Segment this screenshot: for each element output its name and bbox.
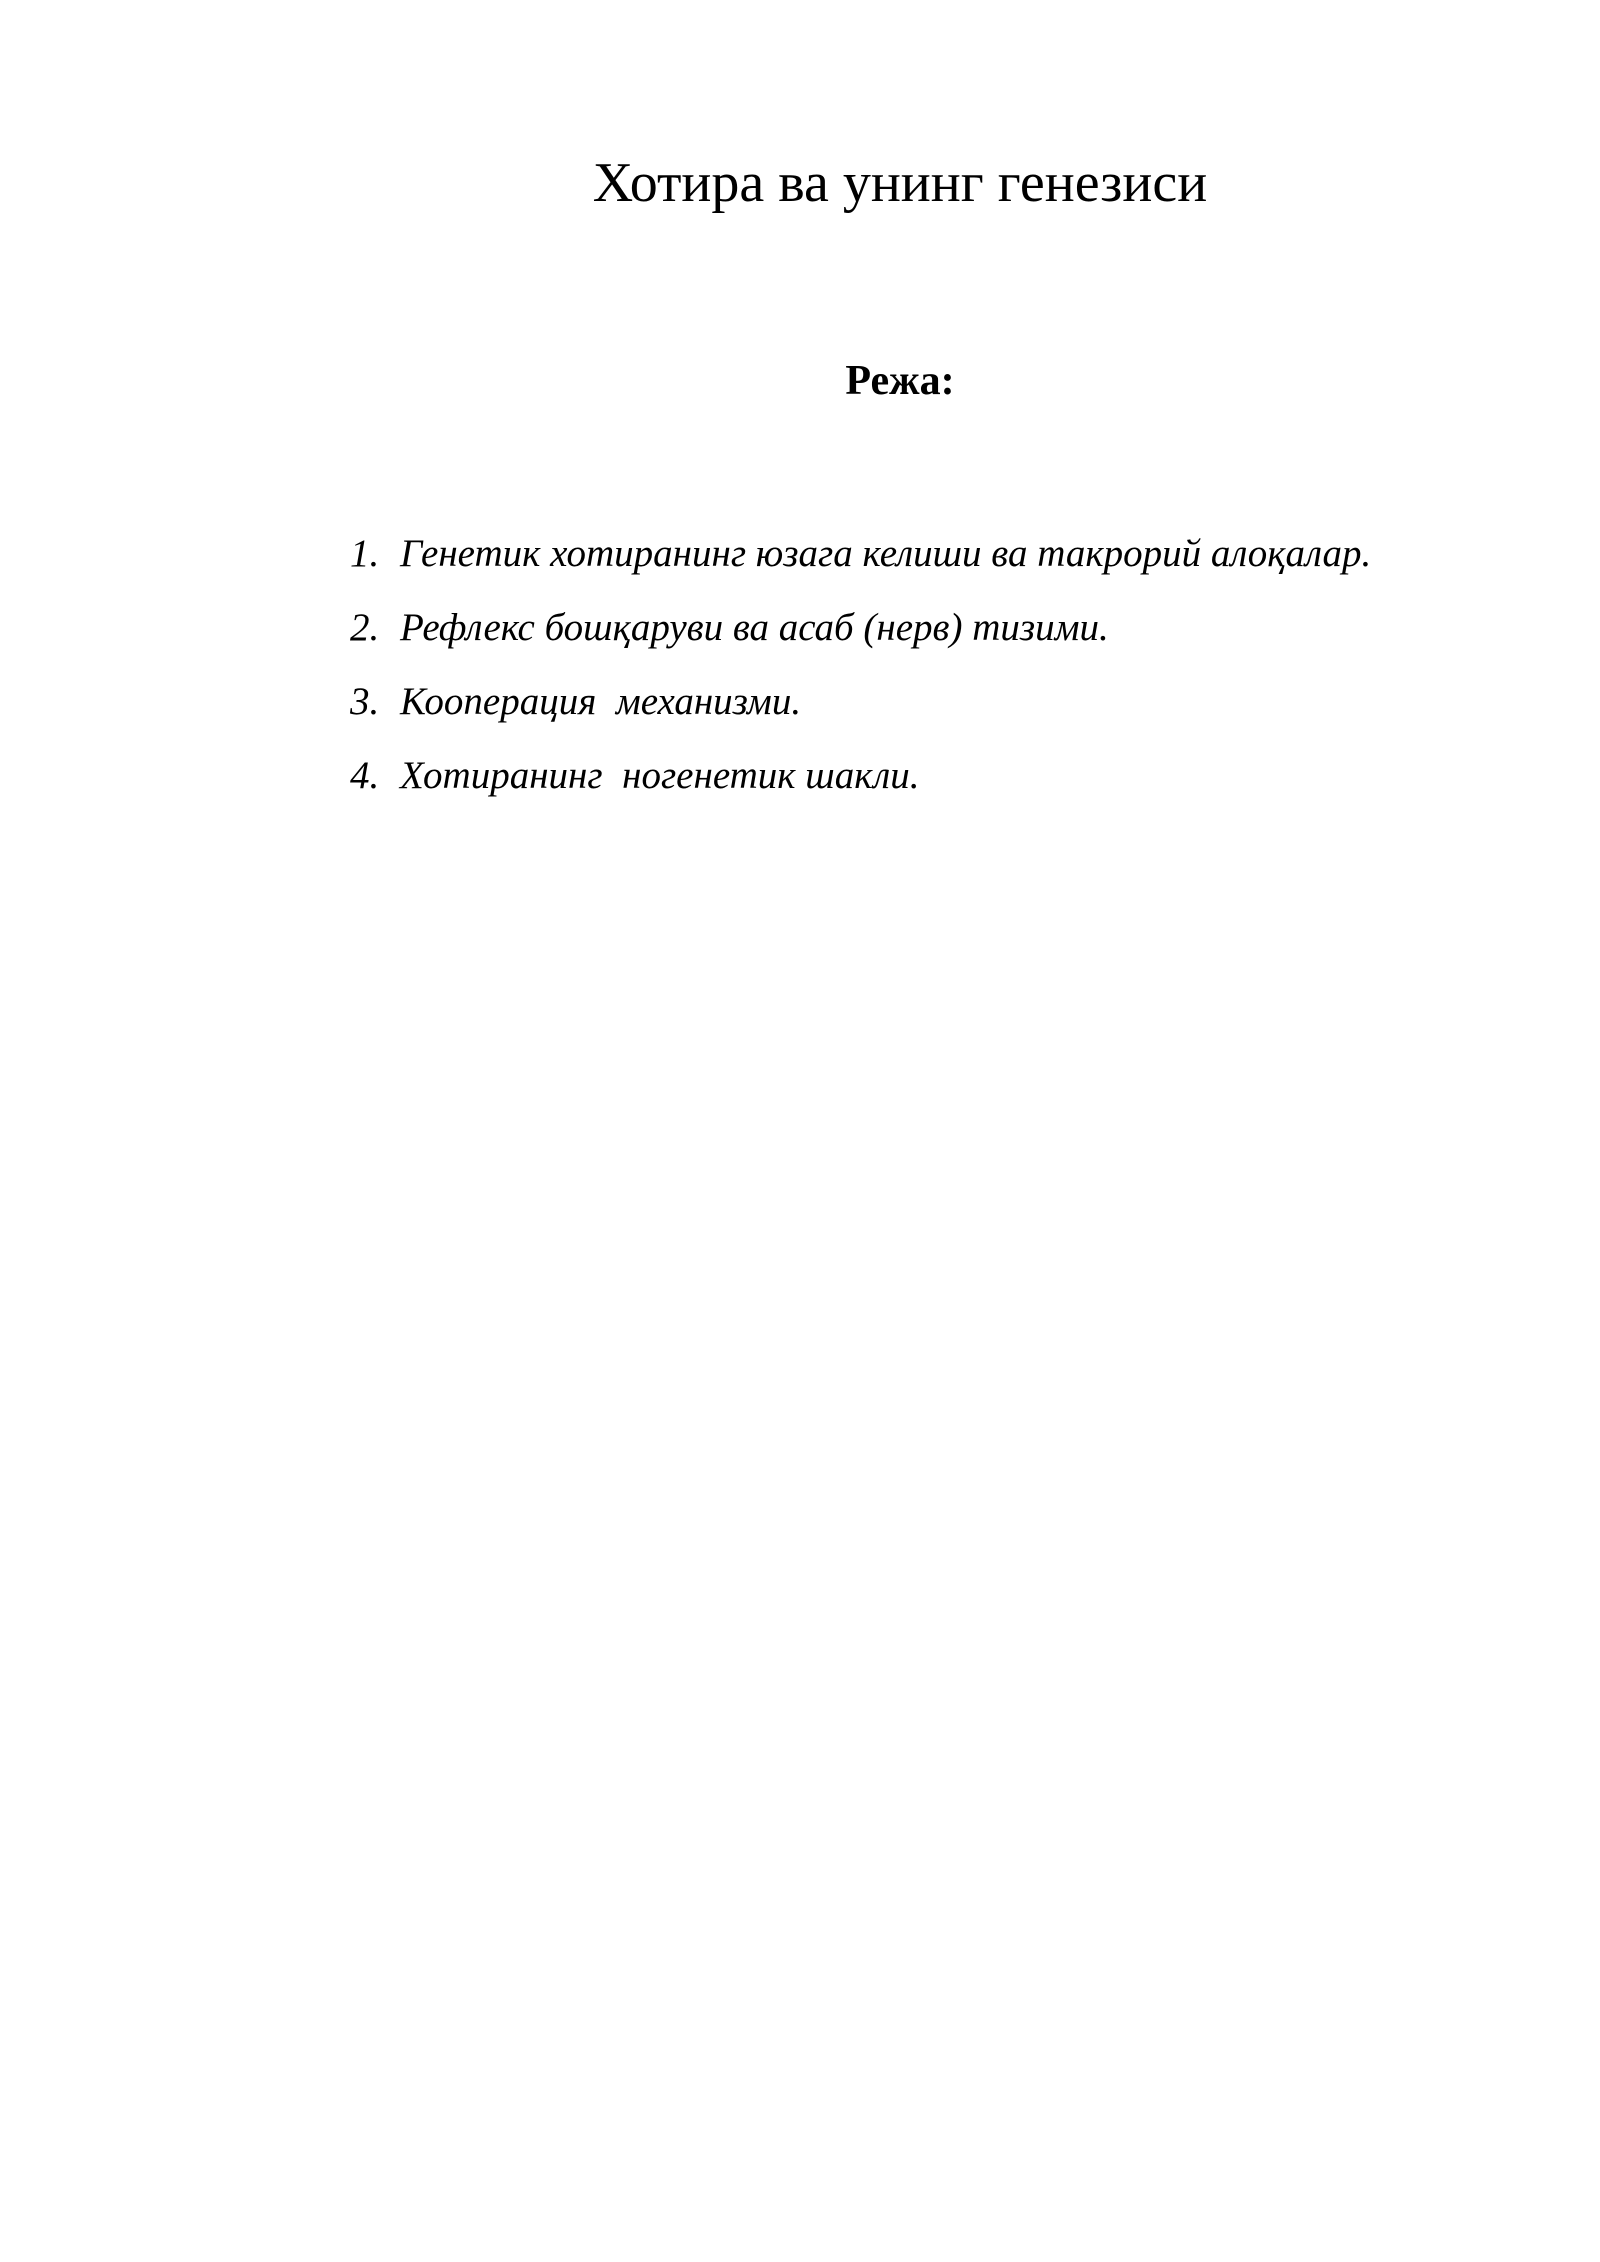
plan-item-number: 1.	[350, 532, 380, 575]
plan-item-number: 3.	[350, 680, 380, 723]
plan-item-number: 4.	[350, 754, 380, 797]
plan-item-text: Рефлекс бошқаруви ва асаб (нерв) тизими.	[400, 606, 1109, 649]
plan-item	[350, 746, 1550, 820]
plan-item-text: Генетик хотиранинг юзага келиши ва такрорий алоқалар.	[400, 532, 1372, 575]
plan-item	[350, 524, 1550, 598]
plan-item	[350, 598, 1550, 672]
plan-item	[350, 672, 1550, 746]
plan-item-text: Кооперация механизми.	[400, 680, 802, 723]
plan-item-text: Хотиранинг ногенетик шакли.	[400, 754, 920, 797]
plan-list	[350, 524, 1550, 820]
document-title: Хотира ва унинг генезиси	[592, 152, 1208, 214]
plan-heading: Режа:	[845, 358, 955, 404]
plan-item-number: 2.	[350, 606, 380, 649]
